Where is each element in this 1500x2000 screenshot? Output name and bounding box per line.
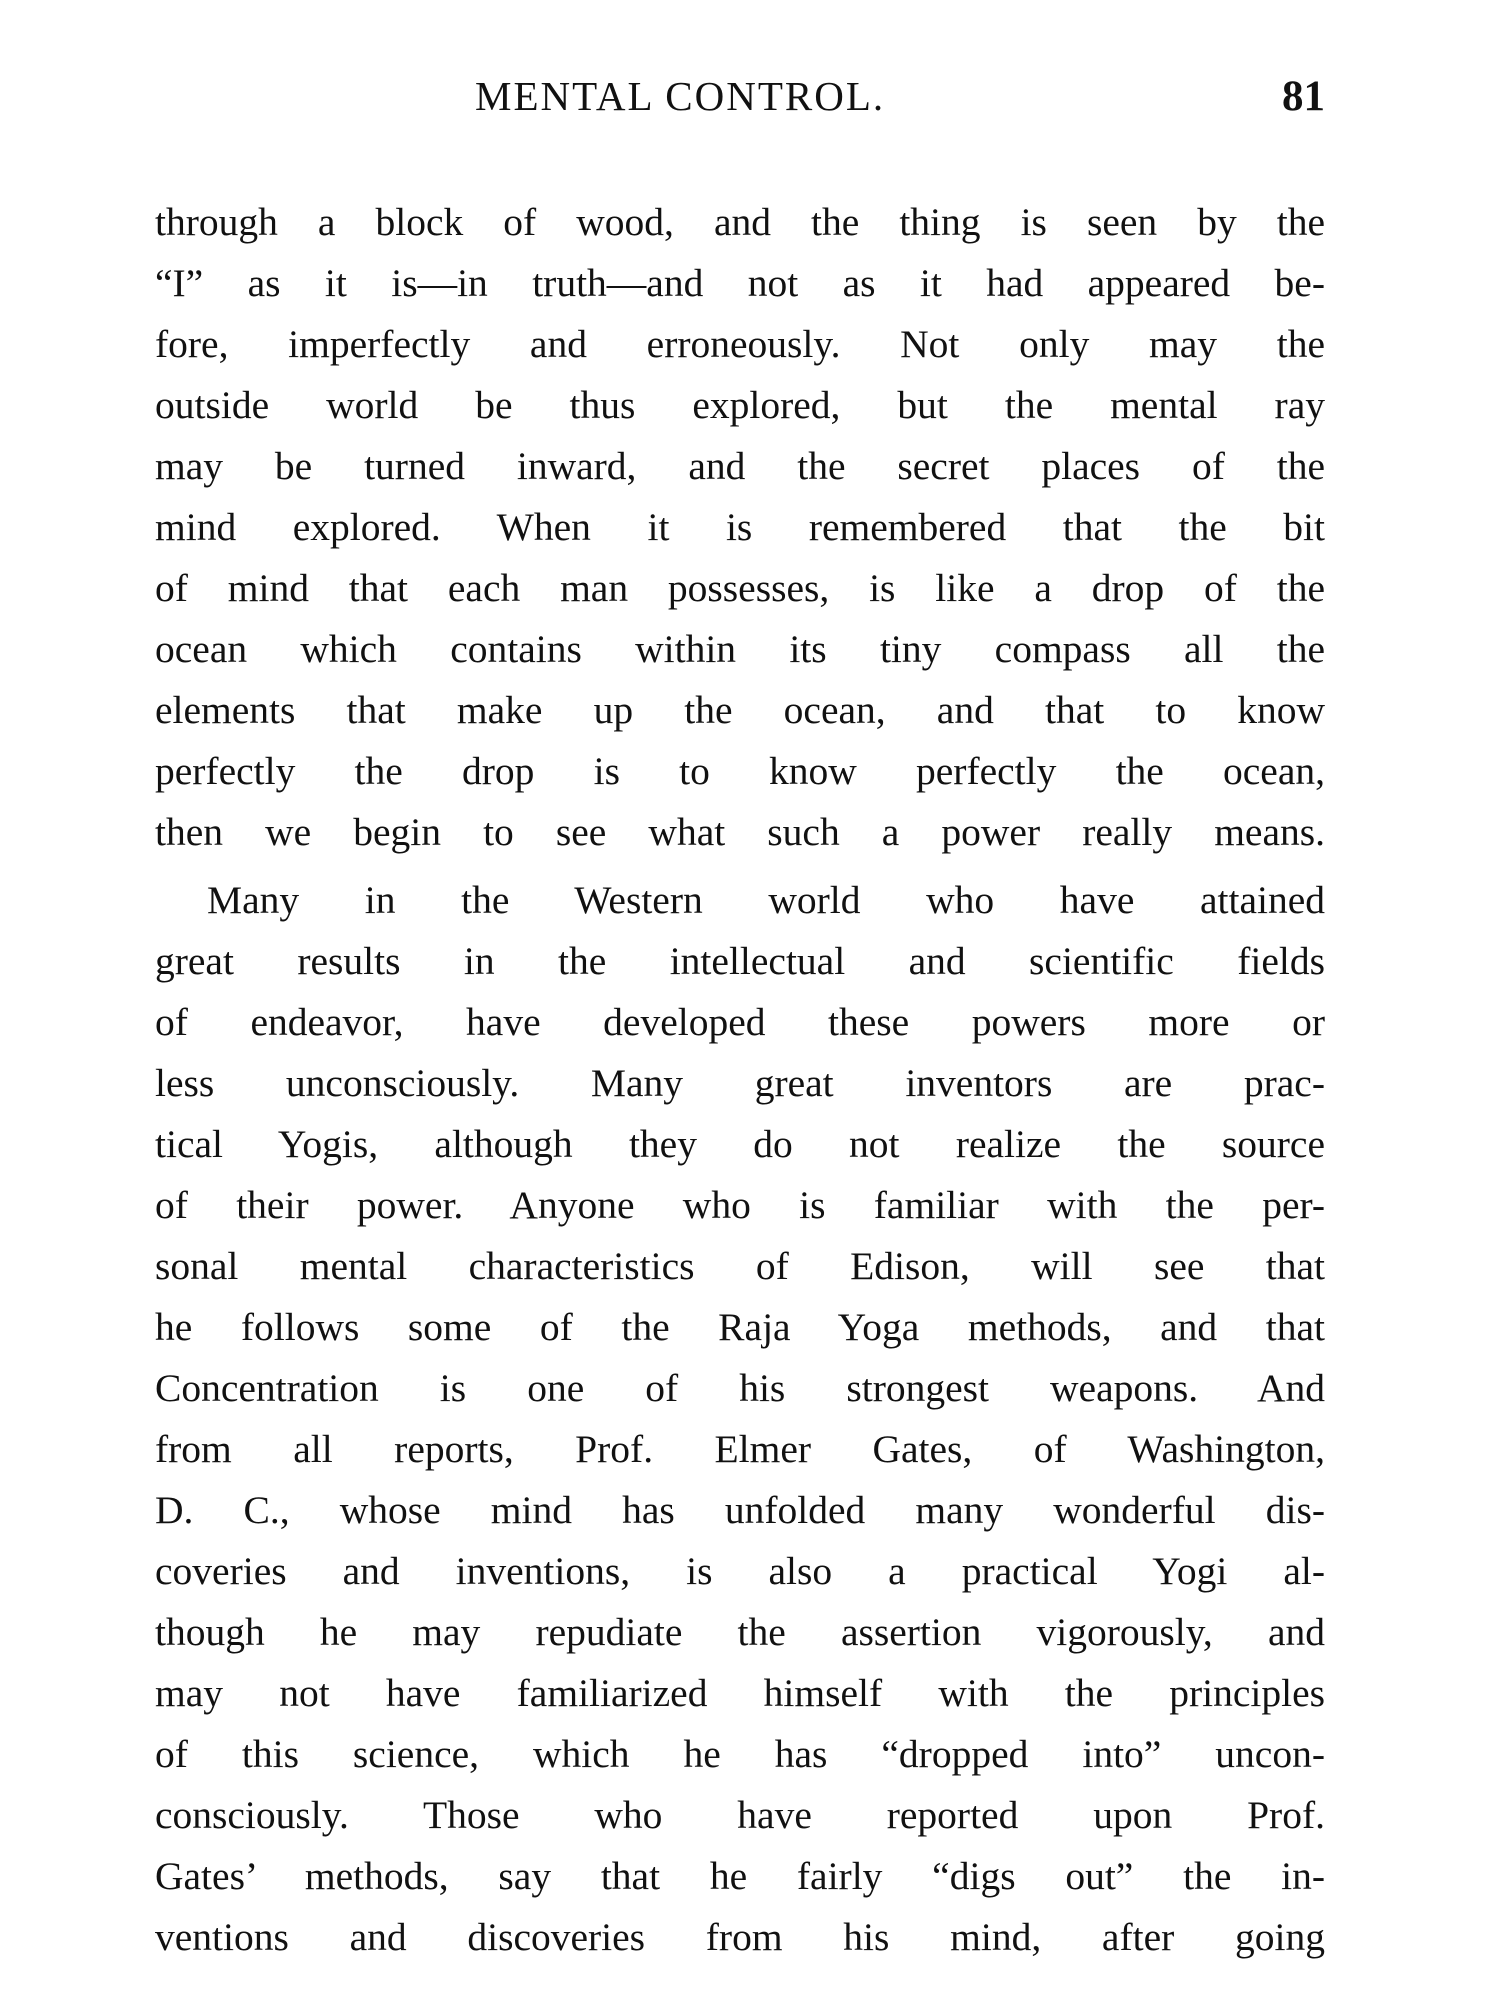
text-line: though he may repudiate the assertion vigorously, and <box>155 1610 1325 1654</box>
text-line: tical Yogis, although they do not realize the source <box>155 1122 1325 1166</box>
text-line: Gates’ methods, say that he fairly “digs out” the in- <box>155 1854 1325 1898</box>
text-line: through a block of wood, and the thing is seen by the <box>155 200 1325 244</box>
running-head <box>155 70 1325 140</box>
text-line: less unconsciously. Many great inventors are prac- <box>155 1061 1325 1105</box>
text-line: may not have familiarized himself with the principles <box>155 1671 1325 1715</box>
text-line: ocean which contains within its tiny compass all the <box>155 627 1325 671</box>
text-line: of endeavor, have developed these powers more or <box>155 1000 1325 1044</box>
text-line: elements that make up the ocean, and that to know <box>155 688 1325 732</box>
text-line: D. C., whose mind has unfolded many wonderful dis- <box>155 1488 1325 1532</box>
text-line: of this science, which he has “dropped into” uncon- <box>155 1732 1325 1776</box>
running-title: MENTAL CONTROL. <box>475 73 886 119</box>
text-line: of mind that each man possesses, is like a drop of the <box>155 566 1325 610</box>
text-line: consciously. Those who have reported upon Prof. <box>155 1793 1325 1837</box>
text-line: may be turned inward, and the secret places of the <box>155 444 1325 488</box>
body-text <box>155 192 1325 1968</box>
text-line: great results in the intellectual and scientific fields <box>155 939 1325 983</box>
text-line: of their power. Anyone who is familiar with the per- <box>155 1183 1325 1227</box>
paragraph-2 <box>155 870 1325 1968</box>
text-line: ventions and discoveries from his mind, after going <box>155 1915 1325 1959</box>
text-line: coveries and inventions, is also a practical Yogi al- <box>155 1549 1325 1593</box>
text-line: perfectly the drop is to know perfectly the ocean, <box>155 749 1325 793</box>
paragraph-1 <box>155 192 1325 863</box>
text-line: fore, imperfectly and erroneously. Not only may the <box>155 322 1325 366</box>
text-line: then we begin to see what such a power really means. <box>155 810 1325 854</box>
text-line: from all reports, Prof. Elmer Gates, of Washington, <box>155 1427 1325 1471</box>
text-line: Many in the Western world who have attained <box>207 878 1325 922</box>
book-page <box>155 70 1325 1968</box>
text-line: sonal mental characteristics of Edison, will see that <box>155 1244 1325 1288</box>
text-line: Concentration is one of his strongest weapons. And <box>155 1366 1325 1410</box>
text-line: outside world be thus explored, but the mental ray <box>155 383 1325 427</box>
text-line: “I” as it is—in truth—and not as it had appeared be- <box>155 261 1325 305</box>
page-number: 81 <box>1282 73 1325 120</box>
text-line: mind explored. When it is remembered that the bit <box>155 505 1325 549</box>
text-line: he follows some of the Raja Yoga methods, and that <box>155 1305 1325 1349</box>
